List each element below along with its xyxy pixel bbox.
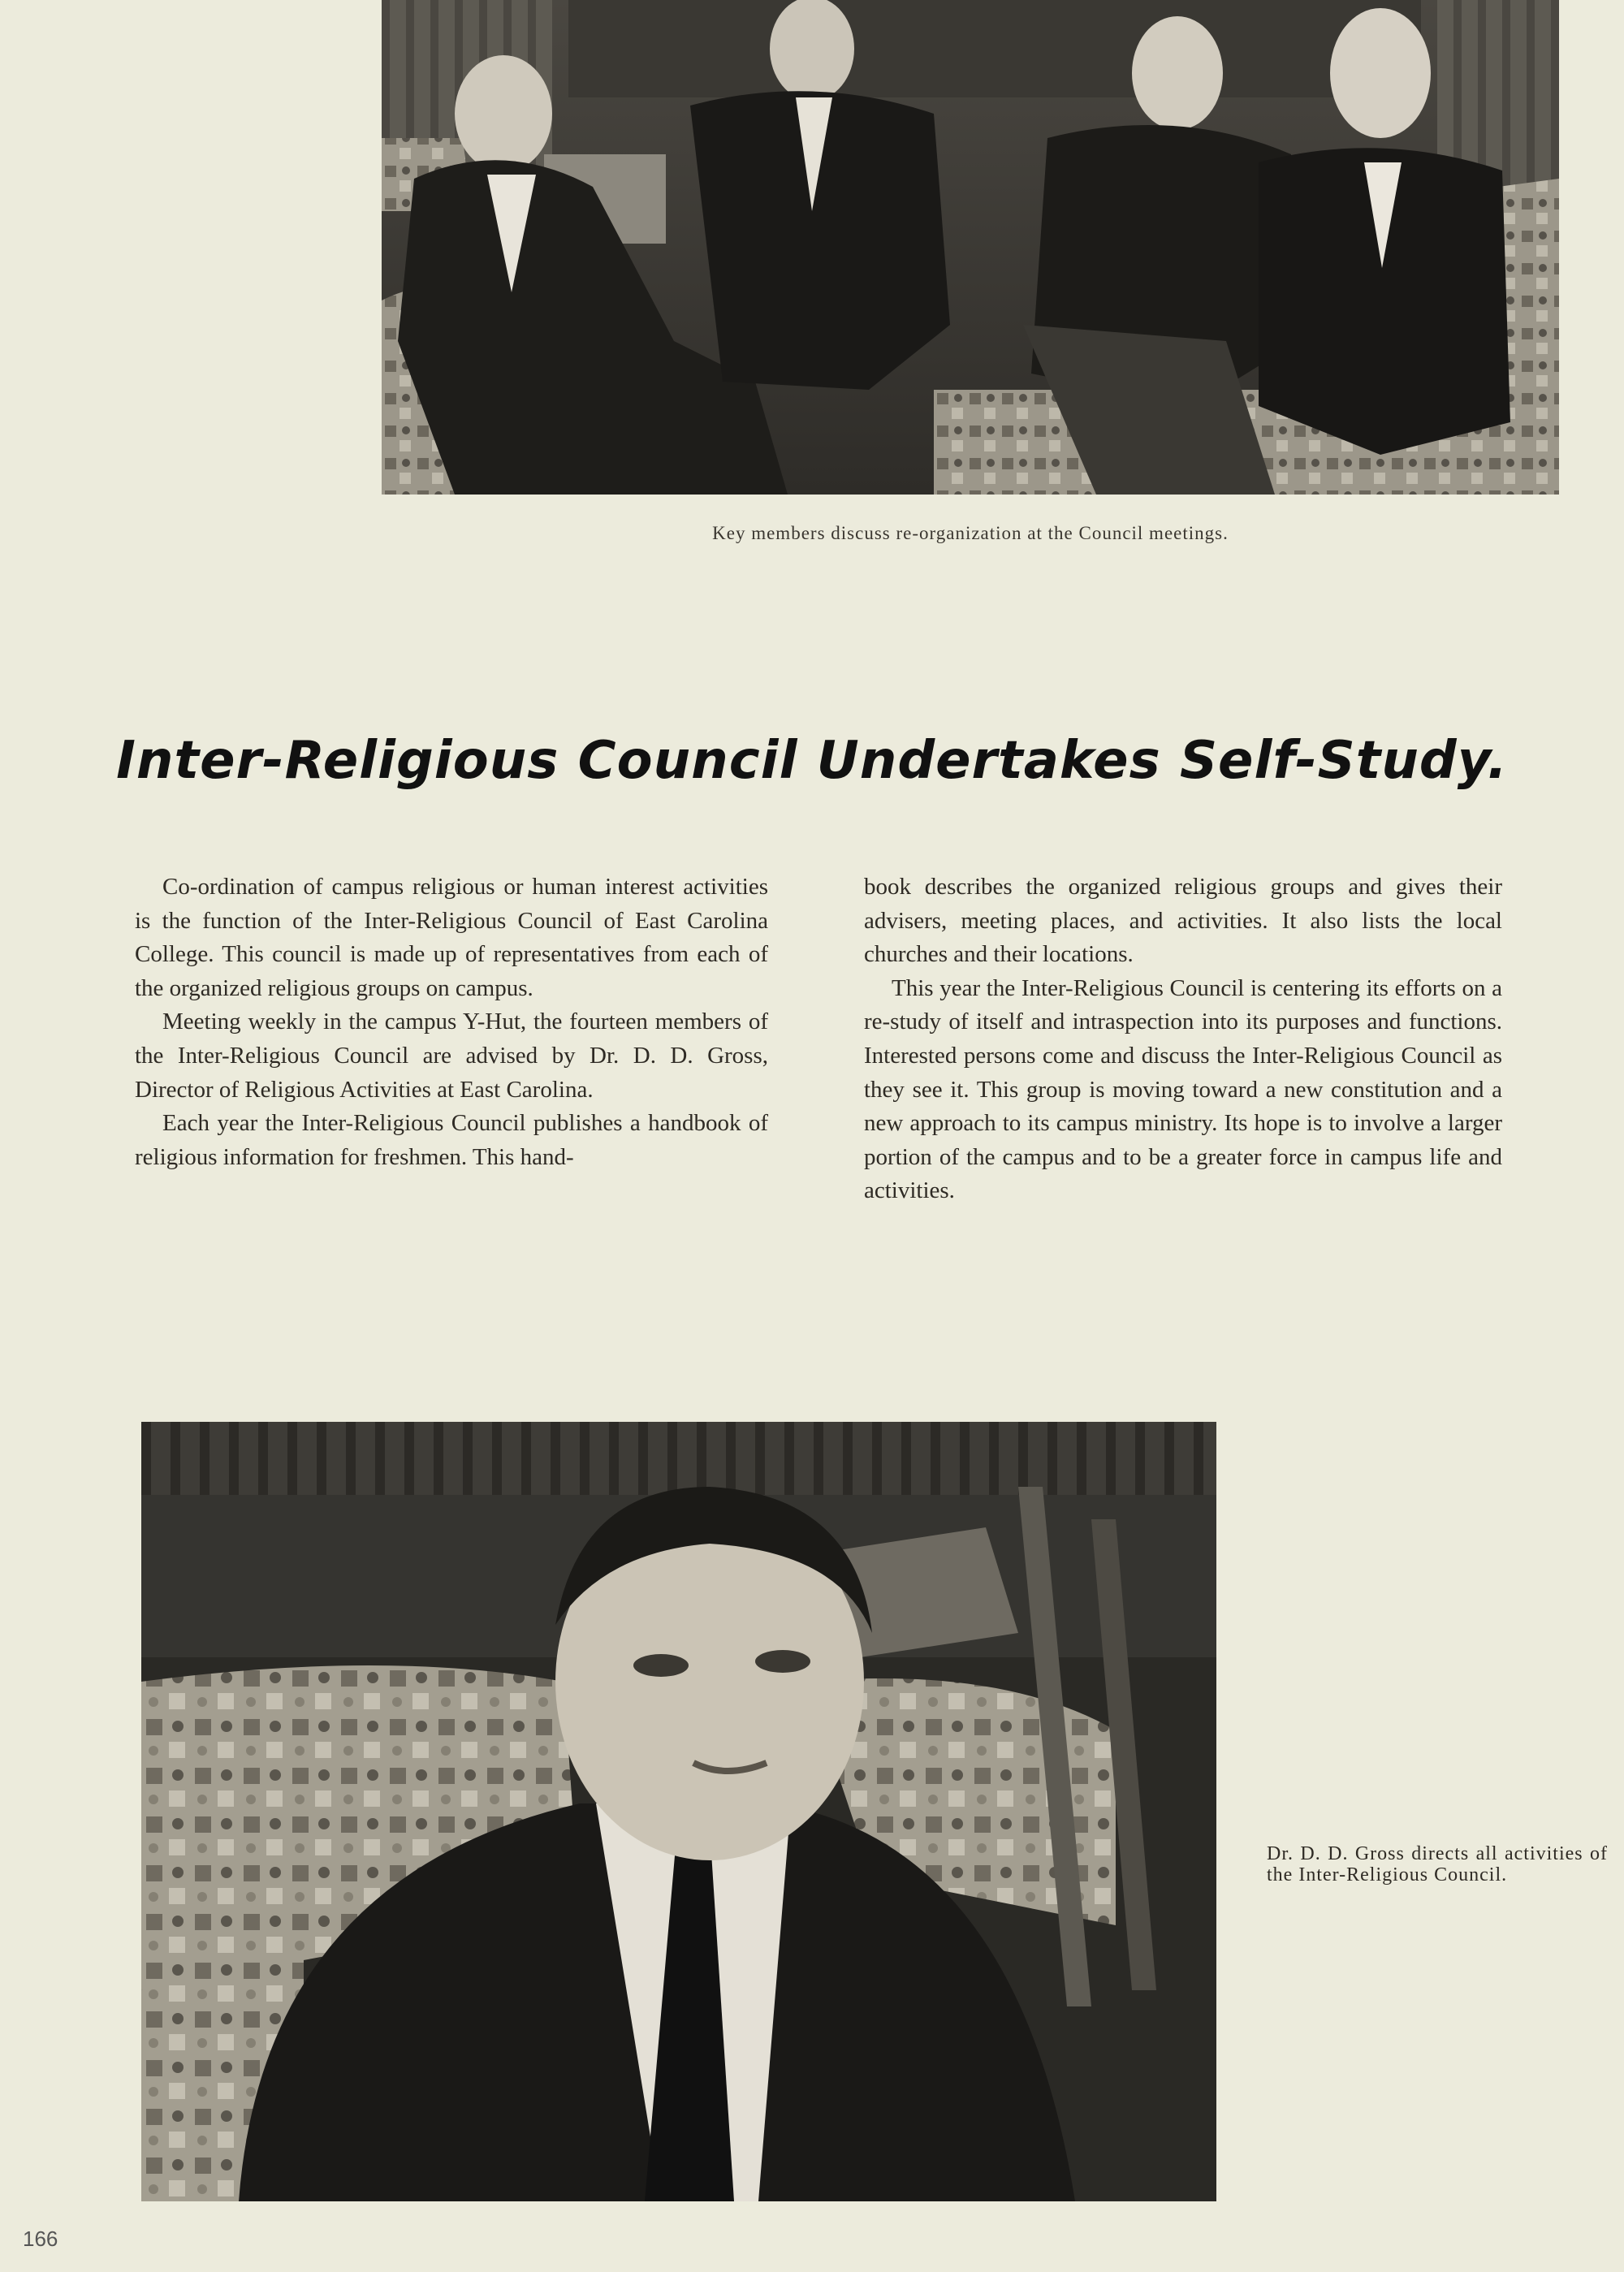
top-photo-caption: Key members discuss re-organization at the Council meetings. (712, 523, 1229, 543)
paragraph-2: Meeting weekly in the campus Y-Hut, the fourteen members of the Inter-Religious Council are advised by Dr. D. D. Gross, Director of Religious Activities at East Carolina. (135, 1009, 768, 1103)
paragraph-3: Each year the Inter-Religious Council publishes a handbook of religious information for freshmen. This hand- (135, 1110, 768, 1170)
bottom-photo-caption: Dr. D. D. Gross directs all activities of the Inter-Religious Council. (1267, 1843, 1608, 1885)
group-meeting-photo (382, 0, 1559, 495)
portrait-image (141, 1422, 1216, 2201)
paragraph-1: Co-ordination of campus religious or human interest activities is the function of the Inter-Religious Council of East Carolina College. This council is made up of representatives from each of the organized religious groups on campus. (135, 874, 768, 1001)
portrait-photo (141, 1422, 1216, 2201)
article-column-right (864, 870, 1502, 1208)
paragraph-4: This year the Inter-Religious Council is centering its efforts on a re-study of itself and intraspection into its purposes and functions. Interested persons come and discuss the Inter-Religious Council as they see it. This group is moving toward a new constitution and a new approach to its campus ministry. Its hope is to involve a larger portion of the campus and to be a greater force in campus life and activities. (864, 974, 1502, 1204)
paragraph-3-continued: book describes the organized religious groups and gives their advisers, meeting places, and activities. It also lists the local churches and their locations. (864, 874, 1502, 968)
page-headline: Inter-Religious Council Undertakes Self-Study. (116, 731, 1508, 791)
group-meeting-image (382, 0, 1559, 495)
page-number: 166 (23, 2227, 58, 2251)
article-column-left (135, 870, 768, 1174)
